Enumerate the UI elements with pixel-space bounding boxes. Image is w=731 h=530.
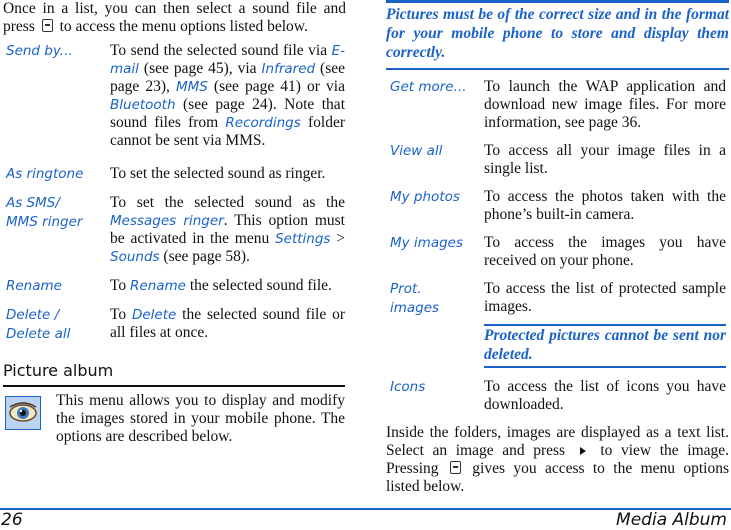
desc-text: . This option must be activated in the menu: [110, 212, 345, 247]
option-term: As SMS/ MMS ringer: [6, 195, 83, 230]
desc-text: (see page 41) or via: [207, 78, 345, 95]
option-term: Icons: [390, 379, 426, 395]
menu-keyword: MMS: [175, 79, 208, 95]
intro-text-post: to access the menu options listed below.: [59, 18, 308, 35]
intro-paragraph: [3, 0, 346, 36]
desc-text: the selected sound file.: [186, 277, 332, 294]
menu-keyword: Infrared: [261, 61, 316, 77]
desc-text: To set the selected sound as ringer.: [110, 165, 326, 182]
section-title: Media Album: [616, 510, 727, 530]
page-number: 26: [1, 510, 23, 530]
option-term: Delete / Delete all: [6, 307, 71, 342]
desc-text: (see page 24). Note that sound files from: [110, 96, 345, 131]
picture-album-description: This menu allows you to display and modify the images stored in your mobile phone. The options are described below.: [56, 392, 345, 445]
desc-text: (see page 45), via: [138, 60, 262, 77]
menu-keyword: Bluetooth: [110, 97, 176, 113]
desc-text: (see page 23),: [110, 60, 346, 95]
option-term: View all: [390, 143, 443, 159]
closing-text-1: Inside the folders, images are displayed as a text list. Select an image and press: [386, 424, 729, 459]
option-term: My images: [390, 235, 464, 251]
desc-text: To: [110, 306, 132, 323]
size-format-note: Pictures must be of the correct size and in the format for your mobile phone to store and display them correctly.: [386, 6, 729, 61]
ok-key-icon: [450, 461, 461, 474]
menu-keyword: Messages ringer: [110, 213, 224, 229]
option-desc: To access all your image files in a single list.: [484, 142, 726, 177]
closing-paragraph: [386, 424, 729, 496]
eye-icon: [5, 396, 41, 430]
note-top-rule: [386, 0, 729, 3]
protected-note-bottom-rule: [484, 366, 726, 368]
menu-keyword: E-mail: [110, 43, 345, 77]
option-desc: [110, 42, 345, 150]
ok-key-icon: [42, 19, 53, 32]
desc-text: >: [330, 230, 345, 247]
option-desc: [110, 277, 345, 295]
option-term: As ringtone: [6, 166, 84, 182]
option-desc: To access the photos taken with the phone’s built-in camera.: [484, 188, 726, 223]
desc-text: To: [110, 277, 131, 294]
menu-keyword: Delete: [131, 307, 177, 323]
closing-text-2: to view the image. Pressing: [386, 442, 730, 477]
protected-pictures-note: Protected pictures cannot be sent nor deleted.: [484, 327, 726, 363]
menu-keyword: Settings: [275, 231, 331, 247]
option-desc: [110, 306, 345, 342]
option-desc: [110, 194, 345, 266]
desc-text: the selected sound file or all files at once.: [110, 306, 345, 341]
option-term: My photos: [390, 189, 460, 205]
desc-text: folder cannot be sent via MMS.: [110, 114, 345, 149]
right-arrow-key-icon: [580, 447, 586, 455]
option-term: Prot. images: [390, 281, 440, 316]
desc-text: To send the selected sound file via: [110, 42, 332, 59]
desc-text: (see page 58).: [159, 248, 250, 265]
desc-text: To set the selected sound as the: [110, 194, 345, 211]
option-desc: To launch the WAP application and download new image files. For more information, see page 36.: [484, 78, 726, 131]
picture-album-heading: Picture album: [3, 361, 114, 380]
option-desc: To access the list of icons you have downloaded.: [484, 378, 726, 413]
option-term: Send by...: [6, 43, 73, 59]
menu-keyword: Sounds: [110, 249, 160, 265]
option-term: Get more...: [390, 79, 467, 95]
menu-keyword: Recordings: [225, 115, 301, 131]
menu-keyword: Rename: [130, 278, 186, 294]
option-desc: [110, 165, 345, 183]
option-desc: To access the images you have received on your phone.: [484, 234, 726, 269]
heading-divider: [3, 385, 345, 387]
option-term: Rename: [6, 278, 62, 294]
intro-text-pre: Once in a list, you can then select a sound file and press: [3, 0, 346, 35]
note-bottom-rule: [386, 68, 729, 70]
closing-text-3: gives you access to the menu options listed below.: [386, 460, 730, 495]
option-desc: To access the list of protected sample images.: [484, 280, 726, 315]
